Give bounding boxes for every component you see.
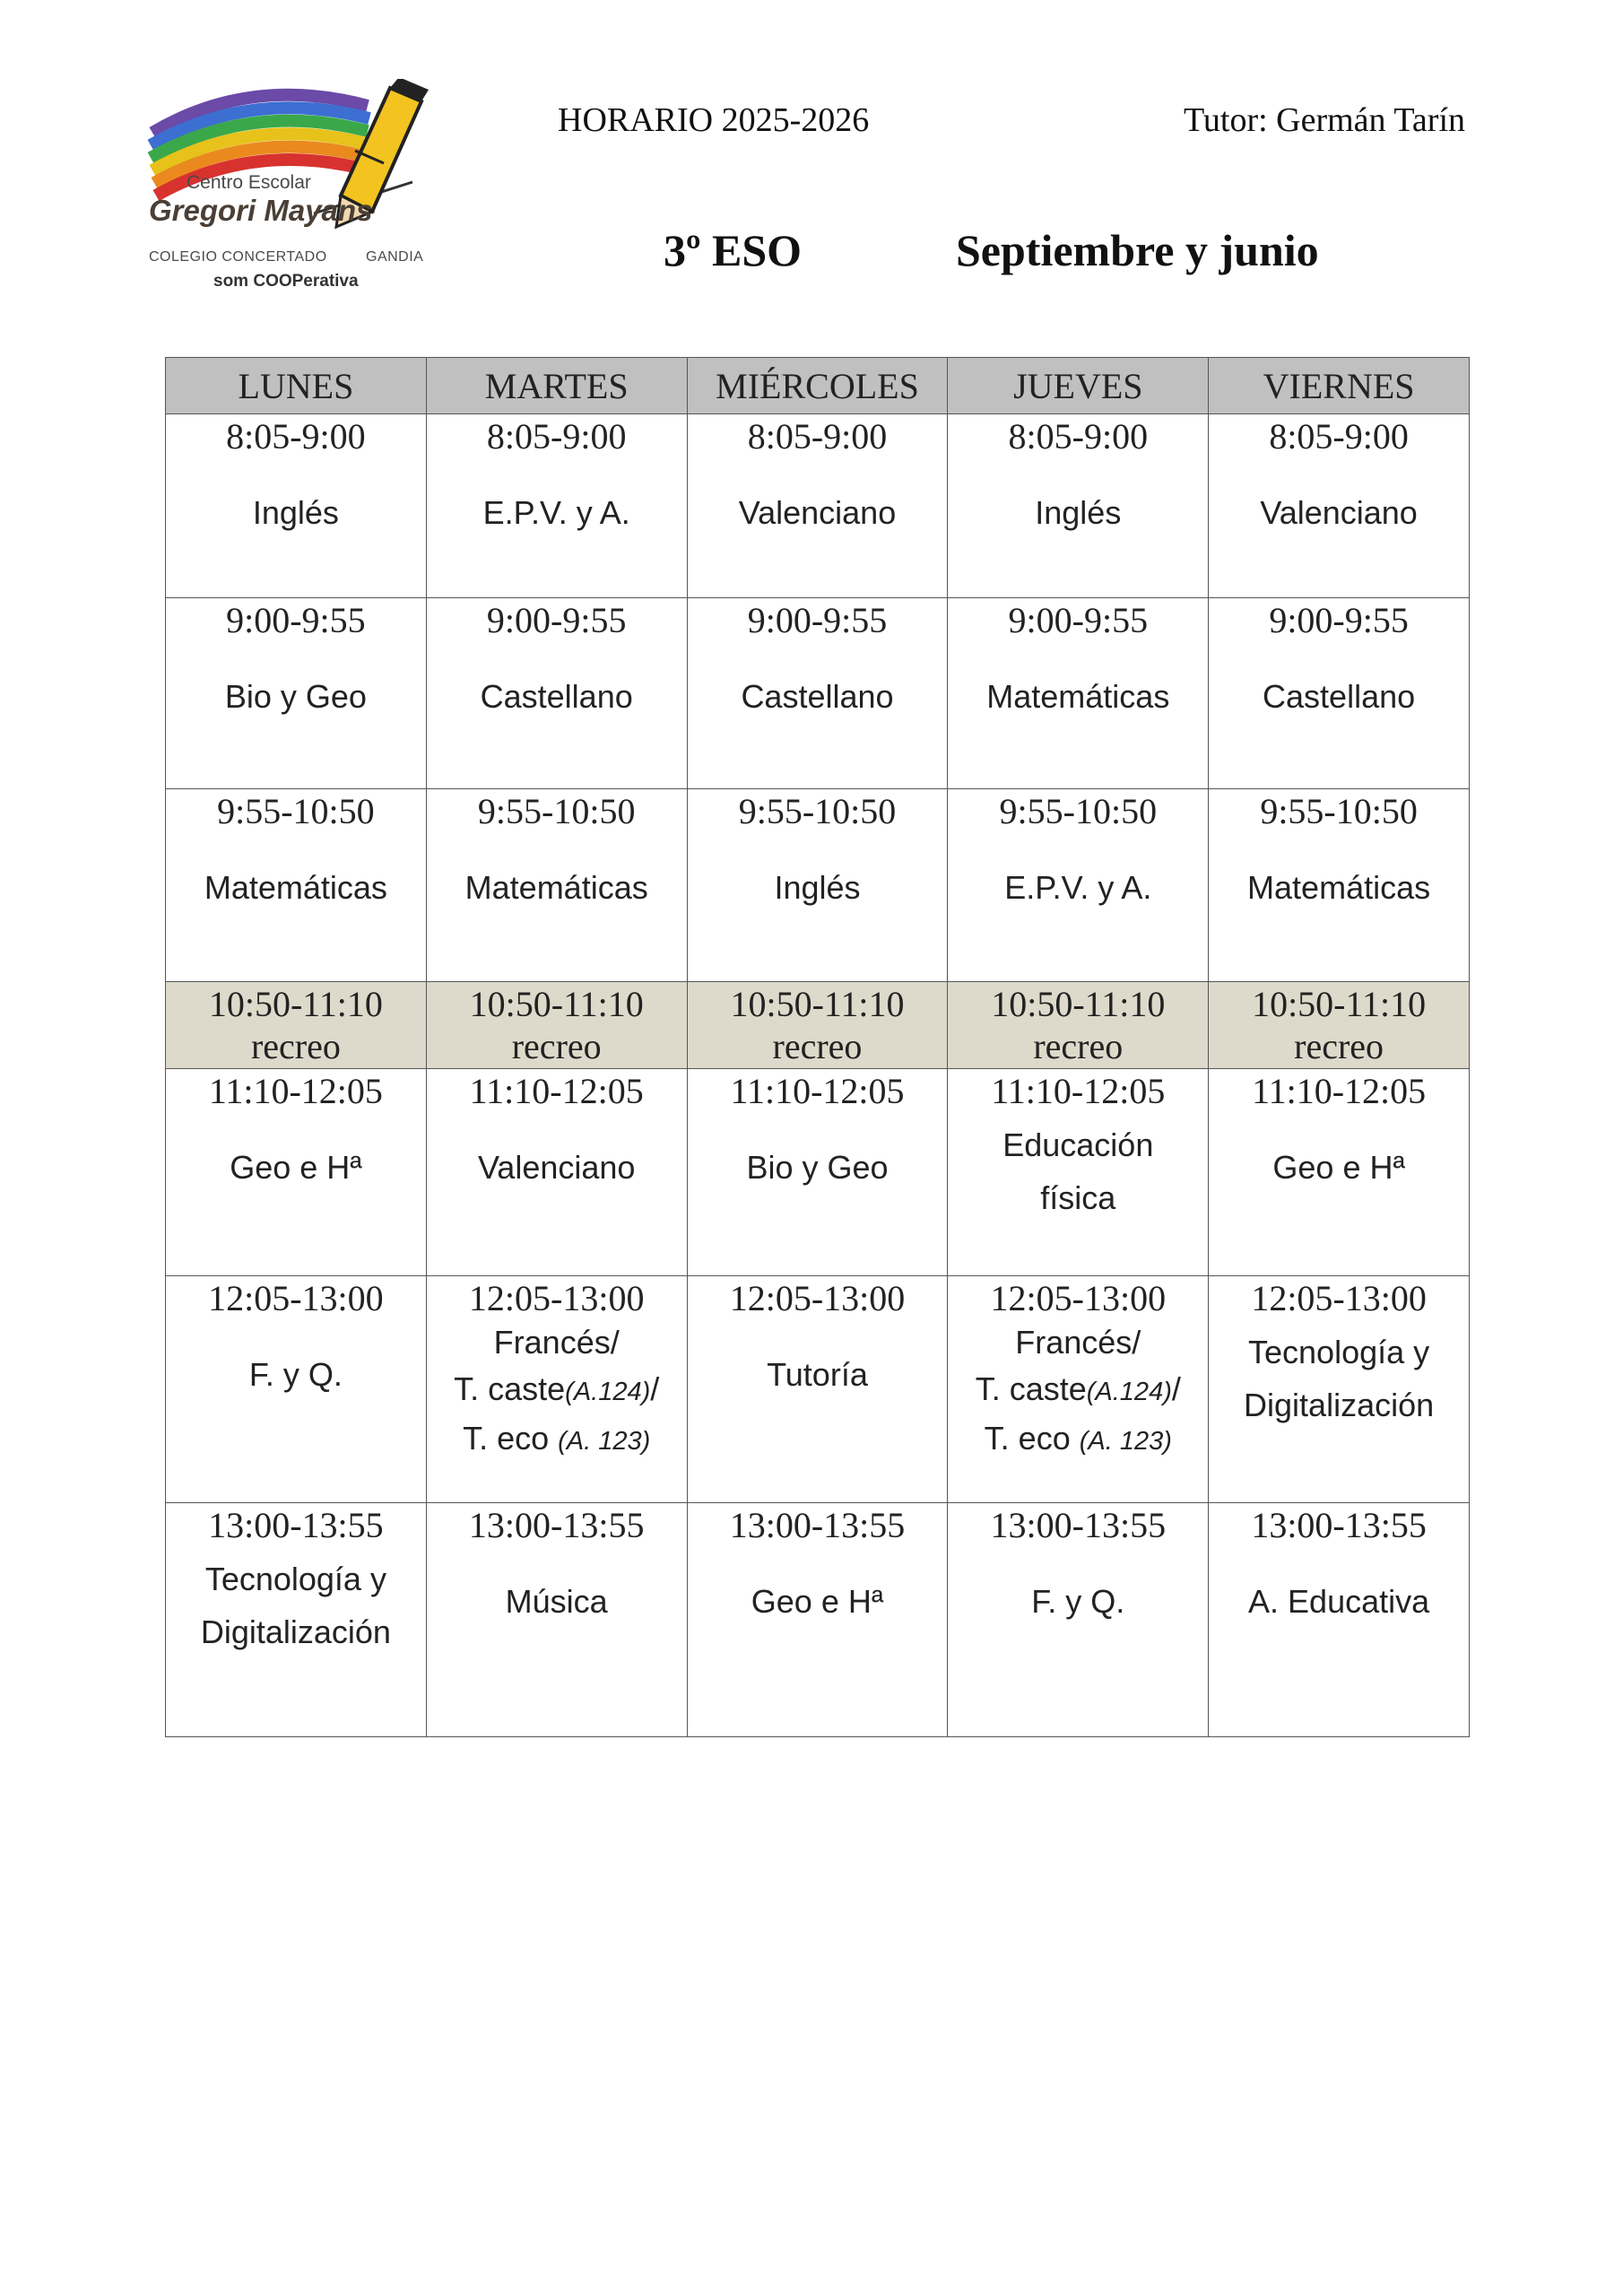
subject-label: Matemáticas (986, 678, 1170, 715)
timetable-cell (166, 1503, 427, 1737)
timetable-cell (948, 1276, 1209, 1503)
school-logo (143, 79, 457, 312)
timetable-row (166, 982, 1470, 1069)
timetable-cell (687, 1069, 948, 1276)
timetable-cell (687, 414, 948, 598)
time-slot: 9:55-10:50 (217, 791, 375, 831)
day-header-2: MIÉRCOLES (687, 358, 948, 414)
timetable-row (166, 414, 1470, 598)
time-slot: 13:00-13:55 (990, 1505, 1167, 1545)
time-slot: 9:55-10:50 (477, 791, 636, 831)
timetable (165, 357, 1470, 1737)
subject-label: Digitalización (200, 1613, 391, 1650)
timetable-row (166, 1276, 1470, 1503)
subject-label: Digitalización (1244, 1387, 1435, 1423)
room-label: (A.124) (1086, 1378, 1172, 1406)
room-label: (A. 123) (558, 1427, 651, 1456)
subject-label: Geo e Hª (230, 1149, 362, 1186)
time-slot: 13:00-13:55 (208, 1505, 384, 1545)
timetable-cell (687, 1276, 948, 1503)
time-slot: 13:00-13:55 (1251, 1505, 1427, 1545)
time-slot: 8:05-9:00 (747, 416, 888, 457)
subject-option: T. caste(A.124)/ (454, 1370, 660, 1407)
timetable-cell (166, 982, 427, 1069)
timetable-cell (166, 1069, 427, 1276)
rainbow-pencil-logo-icon (143, 79, 457, 258)
time-slot: 9:55-10:50 (1260, 791, 1418, 831)
day-header-row (166, 358, 1470, 414)
time-slot: 12:05-13:00 (990, 1278, 1167, 1318)
subject-label: física (1040, 1179, 1116, 1216)
break-label: recreo (250, 1026, 341, 1066)
timetable-cell (948, 1503, 1209, 1737)
timetable-cell (1209, 414, 1470, 598)
time-slot: 12:05-13:00 (208, 1278, 384, 1318)
time-slot: 10:50-11:10 (1252, 984, 1427, 1024)
timetable-cell (1209, 1069, 1470, 1276)
time-slot: 9:00-9:55 (1008, 600, 1149, 640)
subject-label: Matemáticas (464, 869, 648, 906)
time-slot: 10:50-11:10 (730, 984, 905, 1024)
day-header-1: MARTES (426, 358, 687, 414)
time-slot: 8:05-9:00 (226, 416, 366, 457)
timetable-row (166, 789, 1470, 982)
time-slot: 12:05-13:00 (729, 1278, 906, 1318)
timetable-cell (687, 598, 948, 789)
time-slot: 9:00-9:55 (1269, 600, 1409, 640)
logo-line-3: COLEGIO CONCERTADO (149, 249, 327, 265)
room-label: (A. 123) (1079, 1427, 1172, 1456)
timetable-cell (1209, 789, 1470, 982)
logo-city: GANDIA (366, 249, 424, 265)
subject-label: A. Educativa (1248, 1583, 1430, 1620)
time-slot: 11:10-12:05 (1252, 1071, 1427, 1111)
tutor-name: Tutor: Germán Tarín (1184, 101, 1465, 139)
timetable-cell (687, 982, 948, 1069)
time-slot: 11:10-12:05 (730, 1071, 905, 1111)
time-slot: 9:55-10:50 (738, 791, 897, 831)
subject-label: Bio y Geo (224, 678, 367, 715)
timetable-cell (426, 414, 687, 598)
timetable-cell (166, 414, 427, 598)
subject-option: T. eco (A. 123) (984, 1420, 1172, 1457)
subject-label: F. y Q. (248, 1356, 343, 1393)
timetable-cell (948, 598, 1209, 789)
time-slot: 12:05-13:00 (468, 1278, 645, 1318)
course-label: 3º ESO (664, 225, 803, 275)
time-slot: 10:50-11:10 (208, 984, 383, 1024)
time-slot: 10:50-11:10 (469, 984, 644, 1024)
timetable-cell (948, 1069, 1209, 1276)
schedule-title: HORARIO 2025-2026 (558, 101, 870, 139)
subject-label: F. y Q. (1031, 1583, 1125, 1620)
subject-label: Inglés (774, 869, 861, 906)
time-slot: 13:00-13:55 (468, 1505, 645, 1545)
subject-label: E.P.V. y A. (1004, 869, 1152, 906)
subject-option: T. caste(A.124)/ (975, 1370, 1181, 1407)
time-slot: 11:10-12:05 (991, 1071, 1166, 1111)
time-slot: 13:00-13:55 (729, 1505, 906, 1545)
subject-label: E.P.V. y A. (482, 494, 630, 531)
time-slot: 8:05-9:00 (1269, 416, 1409, 457)
time-slot: 10:50-11:10 (991, 984, 1166, 1024)
timetable-cell (687, 789, 948, 982)
timetable-cell (1209, 1276, 1470, 1503)
subject-label: Francés/ (493, 1324, 620, 1361)
day-header-0: LUNES (166, 358, 427, 414)
subject-label: Tecnología y (1248, 1334, 1430, 1370)
subject-label: Tutoría (767, 1356, 868, 1393)
timetable-cell (426, 789, 687, 982)
timetable-cell (687, 1503, 948, 1737)
subject-label: Castellano (1263, 678, 1416, 715)
timetable-cell (426, 1069, 687, 1276)
subject-option: T. eco (A. 123) (463, 1420, 651, 1457)
day-header-3: JUEVES (948, 358, 1209, 414)
subject-label: Educación (1002, 1126, 1154, 1163)
timetable-cell (1209, 982, 1470, 1069)
subject-label: Geo e Hª (1272, 1149, 1405, 1186)
time-slot: 12:05-13:00 (1251, 1278, 1427, 1318)
subject-label: Valenciano (738, 494, 897, 531)
break-label: recreo (1033, 1026, 1124, 1066)
logo-line-1: Centro Escolar (187, 172, 311, 193)
subject-label: Inglés (252, 494, 339, 531)
timetable-row (166, 1069, 1470, 1276)
timetable-cell (166, 598, 427, 789)
subject-label: Tecnología y (204, 1561, 386, 1597)
time-slot: 9:00-9:55 (226, 600, 366, 640)
timetable-cell (1209, 598, 1470, 789)
time-slot: 8:05-9:00 (486, 416, 627, 457)
subject-label: Castellano (480, 678, 633, 715)
time-slot: 8:05-9:00 (1008, 416, 1149, 457)
period-label: Septiembre y junio (956, 225, 1319, 275)
break-label: recreo (511, 1026, 602, 1066)
subject-label: Geo e Hª (751, 1583, 884, 1620)
subject-label: Valenciano (1260, 494, 1418, 531)
timetable-cell (948, 414, 1209, 598)
timetable-cell (166, 1276, 427, 1503)
time-slot: 11:10-12:05 (208, 1071, 383, 1111)
subject-label: Castellano (741, 678, 894, 715)
subject-label: Valenciano (477, 1149, 636, 1186)
subject-label: Matemáticas (1247, 869, 1431, 906)
subject-label: Matemáticas (204, 869, 387, 906)
break-label: recreo (772, 1026, 863, 1066)
time-slot: 9:55-10:50 (999, 791, 1158, 831)
timetable-cell (948, 982, 1209, 1069)
break-label: recreo (1294, 1026, 1384, 1066)
day-header-4: VIERNES (1209, 358, 1470, 414)
time-slot: 11:10-12:05 (469, 1071, 644, 1111)
timetable-cell (426, 598, 687, 789)
timetable-row (166, 1503, 1470, 1737)
time-slot: 9:00-9:55 (747, 600, 888, 640)
time-slot: 9:00-9:55 (486, 600, 627, 640)
subject-label: Francés/ (1015, 1324, 1141, 1361)
room-label: (A.124) (565, 1378, 651, 1406)
timetable-cell (426, 1276, 687, 1503)
timetable-cell (426, 982, 687, 1069)
timetable-cell (166, 789, 427, 982)
logo-line-5: som COOPerativa (213, 272, 359, 291)
timetable-cell (948, 789, 1209, 982)
subject-label: Bio y Geo (746, 1149, 889, 1186)
timetable-cell (1209, 1503, 1470, 1737)
subject-label: Música (505, 1583, 608, 1620)
logo-school-name: Gregori Mayans (149, 194, 373, 227)
timetable-cell (426, 1503, 687, 1737)
subject-label: Inglés (1035, 494, 1122, 531)
timetable-row (166, 598, 1470, 789)
